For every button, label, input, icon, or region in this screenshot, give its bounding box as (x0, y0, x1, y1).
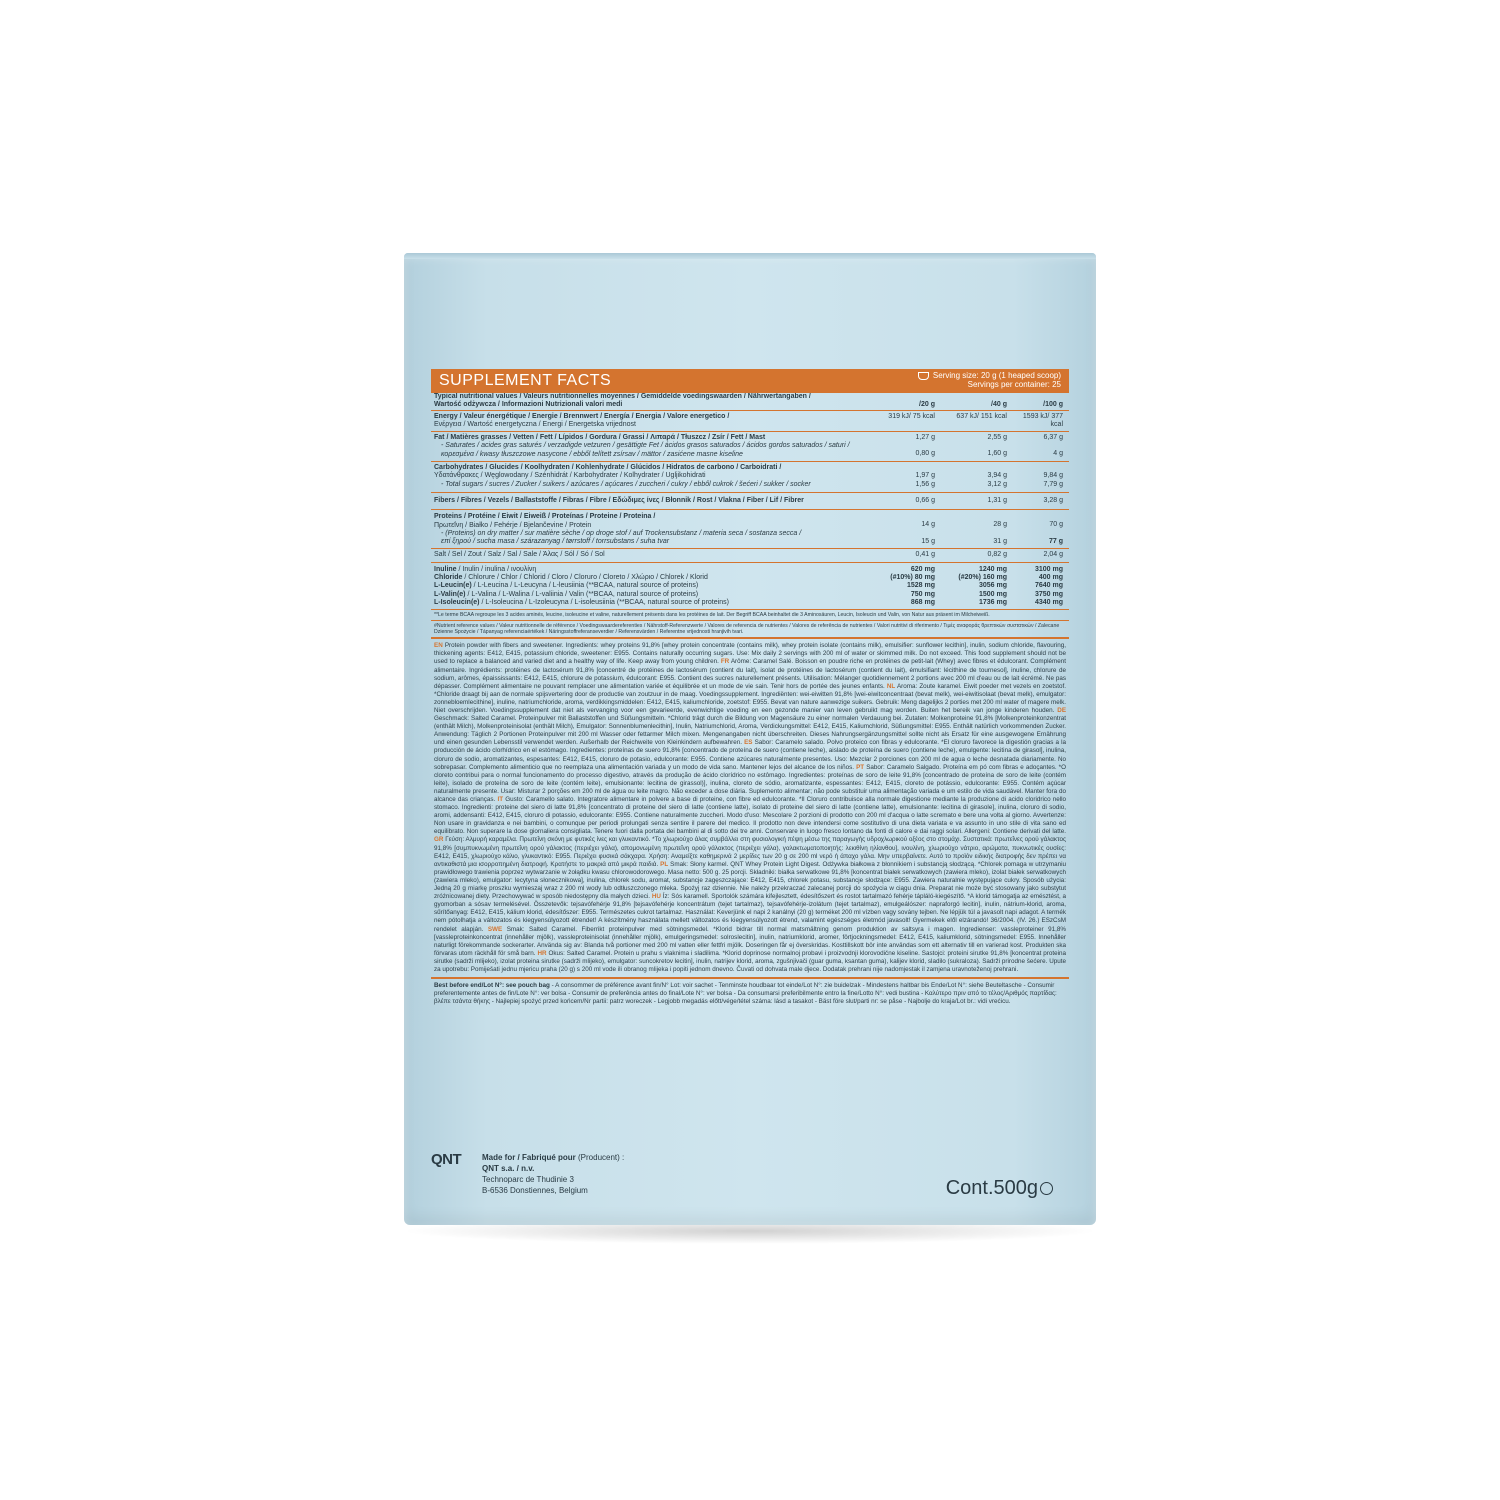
supplement-facts-title: SUPPLEMENT FACTS (439, 372, 612, 389)
company-name: QNT s.a. / n.v. (482, 1164, 535, 1173)
table-heading-2: Wartość odżywcza / Informazioni Nutrizionali valori medi (434, 401, 623, 409)
ingredients-es: Sabor: Caramelo salado. Polvo proteico con fibras y edulcorante. *El cloruro favorece la digestión gracias a la producción de ácido clorhídrico en el estómago. Ingredientes: proteínas de suero 91,8% [concentrado de proteína de suero (contiene leche), aislado de proteína de suero (contiene leche), emulgente: lecitina de girasol], inulina, cloruro de sodio, aromatizantes, espesantes: E412, E415, cloruro de potasio, edulcorante: E955. Contiene azúcares naturalmente presentes. Uso: Mezclar 2 porciones con 200 ml de agua o leche desnatada diariamente. No sobrepasar. Complemento alimenticio que no reemplaza una alimentación variada y un modo de vida sano. Mantener lejos del alcance de los niños. (434, 739, 1066, 771)
table-row-fibers: Fibers / Fibres / Vezels / Ballaststoffe / Fibras / Fibre / Εδώδιμες ίνες / Błonnik / Rost / Vlakna / Fiber / Lif / Fibrer 0,66 g 1,31 g 3,28 g (431, 493, 1069, 510)
supplement-facts-header (431, 369, 1069, 393)
lang-code-es: ES (744, 739, 753, 747)
ingredients-pt: Sabor: Caramelo Salgado. Proteína em pó com fibras e adoçantes. *O cloreto contribui para o normal funcionamento do processo digestivo, através da produção de ácido clorídrico no estômago. Ingredientes: proteínas de soro de leite 91,8% [concentrado de proteína de soro de leite (contém leite), isolado de proteína de soro de leite (contém leite), emulsionante: lecitina de girassol)], inulina, cloreto de sódio, aromatizante, espessantes: E412, E415, cloreto de potássio, edulcorante: E955. Contém açúcar naturalmente presente. Usar: Misturar 2 porções em 200 ml de água ou leite magro. Não exceder a dose diária. Suplemento alimentar; não pode substituir uma alimentação variada e um estilo de vida saudável. Manter fora do alcance das crianças. (434, 763, 1067, 804)
serving-size: Serving size: 20 g (1 heaped scoop) (932, 371, 1061, 380)
table-row-energy: Energy / Valeur énergétique / Energie / Brennwert / Energía / Energia / Valore energetico / Ενέργεια / Wartość energetyczna / Energi / Energetska vrijednost 319 kJ/ 75 kcal 637 kJ/ 151 kcal 1593 kJ/ 377 kcal (431, 411, 1069, 433)
best-before-label: Best before end/Lot N°: see pouch bag (434, 982, 550, 990)
nutrition-table (431, 393, 1069, 610)
lang-code-en: EN (434, 642, 443, 650)
pouch-footer (431, 1151, 1069, 1211)
lang-code-swe: SWE (487, 925, 503, 933)
table-row-inulin: Inuline / Inulin / inulina / ινουλίνη 620 mg 1240 mg 3100 mg (434, 565, 1063, 573)
net-contents (946, 1177, 1053, 1200)
table-row-valine: L-Valin(e) / L-Valina / L-Walina / L-valiinia / Valin (**BCAA, natural source of proteins) 750 mg 1500 mg 3750 mg (434, 590, 1063, 598)
estimated-sign-icon (1040, 1182, 1053, 1195)
table-row-fat: Fat / Matières grasses / Vetten / Fett / Lípidos / Gordura / Grassi / Λιπαρά / Tłuszcz / Zsír / Fett / Mast 1,27 g 2,55 g 6,37 g (434, 434, 1063, 442)
table-row-proteins: Proteins / Protéine / Eiwit / Eiweiß / Proteínas / Proteine / Proteina / Πρωτεΐνη / Białko / Fehérje / Bjelančevine / Protein 14 g 28 g 70 g (434, 513, 1063, 529)
best-before-text: - A consommer de préférence avant fin/N° Lot: voir sachet - Tenminste houdbaar tot einde/Lot N°: zie buidelzak - Mindestens haltbar bis Ende/Lot N°: siehe Beuteltasche - Consumir preferentemente antes de fin/Lote N°: ver bolsa - Consumir de preferência antes do final/Lote N°: ver bolsa - Da consumarsi preferibilmente entro la fine/Lotto N°: vedi bustina - Καλύτερο πριν από το τέλος/Αριθμός παρτίδας: βλέπε τσάντα θήκης - Najlepiej spożyć przed końcem/Nr partii: patrz woreczek - Legjobb megadás előtt/vége/tétel száma: lásd a tasakot - Bäst före slut/parti nr: se påse - Najbolje do kraja/Lot br.: vidi vrećicu. (434, 982, 1057, 1006)
street-address: Technoparc de Thudinie 3 (482, 1175, 574, 1184)
lang-code-fr: FR (720, 658, 730, 666)
lang-code-gr: GR (434, 836, 444, 844)
table-row-sugars: - Total sugars / sucres / Zucker / suikers / azúcares / açúcares / zuccheri / cukry / ebből cukrok / šećeri / sukker / socker 1,56 g 3,12 g 7,79 g (431, 481, 1069, 493)
producent-label: (Producent) : (578, 1153, 625, 1162)
table-row-saturates: - Saturates / acides gras saturés / verzadigde vetzuren / gesättigte Fet / ácidos grasos saturados / ácidos gordos saturados / saturi / κορεσμένα / kwasy tłuszczowe nasycone / ebből telített zsírsav / mättor / zasićene masne kiseline 0,80 g 1,60 g 4 g (431, 442, 1069, 462)
table-heading: Typical nutritional values / Valeurs nutritionnelles moyennes / Gemiddelde voedingswaarden / Nährwertangaben / (434, 393, 811, 400)
col-100g: /100 g (1043, 401, 1063, 408)
multilingual-ingredients (431, 638, 1069, 979)
net-contents-value: Cont.500g (945, 1177, 1038, 1199)
col-40g: /40 g (991, 401, 1007, 408)
servings-per-container: Servings per container: 25 (967, 380, 1061, 389)
table-row-isoleucine: L-Isoleucin(e) / L-Isoleucina / L-Izoleucyna / L-isoleusiinia (**BCAA, natural source of proteins) 868 mg 1736 mg 4340 mg (431, 599, 1069, 610)
ingredients-gr: Γεύση: Αλμυρή καραμέλα. Πρωτεΐνη σκόνη με φυτικές ίνες και γλυκαντικό. *Το χλωριούχο άλας συμβάλλει στη φυσιολογική πέψη μέσω της παραγωγής υδροχλωρικού οξέος στο στομάχι. Συστατικά: πρωτεΐνες ορού γάλακτος 91,8% [συμπυκνωμένη πρωτεΐνη ορού γάλακτος (περιέχει γάλα), απομονωμένη πρωτεΐνη ορού γάλακτος (περιέχει γάλα), γαλακτωματοποιητής: λεκιθίνη ηλίανθου], ινουλίνη, χλωριούχο νάτριο, αρώματα, πυκνωτικές ουσίες: E412, E415, χλωριούχο κάλιο, γλυκαντικό: E955. Περιέχει φυσικά σάκχαρα. Χρήση: Αναμείξτε καθημερινά 2 μερίδες των 20 g σε 200 ml νερό ή άπαχο γάλα. Μην υπερβαίνετε. Αυτό το προϊόν ειδικής διατροφής δεν πρέπει να αντικαθιστά μια ισορροπημένη διατροφή. Κρατήστε το μακριά από μικρά παιδιά. (434, 836, 1067, 868)
nrv-note: #Nutrient reference values / Valeur nutritionnelle de référence / Voedingswaardereferenties / Nährstoff-Referenzwerte / Valores de referencia de nutrientes / Valores de referência de nutrientes / Valori nutritivi di riferimento / Τιμές αναφοράς θρεπτικών συστατικών / Zalecane Dzienne Spożycie / Tápanyag referenciaértékek / Näringsstoffreferanseverdier / Referensvärden / Referentne vrijednosti hranjivih tvari. (431, 620, 1069, 638)
best-before-block (431, 979, 1069, 1009)
city-address: B-6536 Donstiennes, Belgium (482, 1186, 588, 1195)
lang-code-nl: NL (886, 682, 896, 690)
ingredients-hu: Íz: Sós karamell. Sportolók számára kifejlesztett, édesítőszert és rostot tartalmazó fehérje tápláló-kiegészítő. *A klorid támogatja az emésztést, a gyomorban a sósav termelésével. Összetevők: tejsavófehérje 91,8% [tejsavófehérje koncentrátum (tejet tartalmaz), tejsavófehérje-izolátum (tejet tartalmaz), emulgeálószer: napraforgó lecitin], inulin, nátrium-klorid, aroma, sűrítőanyag: E412, E415, kálium klorid, édesítőszer: E955. Természetes cukrot tartalmaz. Használat: Keverjünk el napi 2 kanálnyi (20 g) terméket 200 ml vízben vagy sovány tejben. Ne lépjük túl a javasolt napi adagot. A termék nem pótolhatja a változatos és kiegyensúlyozott étrendet! A készítmény használata mellett változatos és kiegyensúlyozott étrend, valamint egészséges életmód javasolt! Gyermekek elől elzárandó! 36/2004. (IV. 26.) ESzCsM rendelet alapján. (434, 893, 1067, 933)
scoop-icon (918, 372, 929, 380)
table-row-salt: Salt / Sel / Zout / Salz / Sal / Sale / Άλας / Sól / Só / Sol 0,41 g 0,82 g 2,04 g (431, 549, 1069, 562)
product-pouch (404, 253, 1096, 1225)
supplement-facts-panel (431, 369, 1069, 1009)
table-row-dry-matter: - (Proteins) on dry matter / sur matière sèche / op droge stof / auf Trockensubstanz / materia seca / sostanza secca / επί ξηρού / sucha masa / szárazanyag / tørrstoff / torrsubstans / suha tvar 15 g 31 g 77 g (431, 530, 1069, 550)
bcaa-note: **Le terme BCAA regroupe les 3 acides aminés, leucine, isoleucine et valine, naturellement présents dans les protéines de lait. Der Begriff BCAA beinhaltet die 3 Aminosäuren, Leucin, Isoleucin und Valin, von Natur aus präsent im Milcheiweiß. (434, 612, 990, 619)
table-row-chloride: Chloride / Chlorure / Chlor / Chlorid / Cloro / Cloruro / Cloreto / Χλώριο / Chlorek / Klorid (#10%) 80 mg (#20%) 160 mg 400 mg (434, 574, 1063, 582)
lang-code-pl: PL (660, 860, 669, 868)
lang-code-de: DE (1057, 706, 1067, 714)
lang-code-it: IT (497, 796, 504, 804)
serving-info (918, 371, 1061, 389)
ingredients-de: Geschmack: Salted Caramel. Proteinpulver mit Ballaststoffen und Süßungsmitteln. *Chlorid trägt durch die Bildung von Magensäure zu einer normalen Verdauung bei. Zutaten: Molkenproteine 91,8% [Molkenproteinkonzentrat (enthält Milch), Molkenproteinisolat (enthält Milch), Emulgator: Sonnenblumenlecithin], Inulin, Natriumchlorid, Aroma, Verdickungsmittel: E412, E415, Kaliumchlorid, Süßungsmittel: E955. Enthält natürlich vorkommenden Zucker. Anwendung: Täglich 2 Portionen Proteinpulver mit 200 ml Wasser oder fettarmer Milch mixen. Mengenangaben nicht überschreiten. Dieses Nahrungsergänzungsmittel sollte nicht als Ersatz für eine ausgewogene Ernährung und einen gesunden Lebensstil verwendet werden. Außerhalb der Reichweite von Kleinkindern aufbewahren. (434, 715, 1066, 747)
made-for-label: Made for / Fabriqué pour (482, 1153, 576, 1162)
ingredients-pl: Smak: Słony karmel. QNT Whey Protein Light Digest. Odżywka białkowa z błonnikiem i substancją słodzącą. *Chlorek pomaga w utrzymaniu prawidłowego trawienia poprzez wytwarzanie w żołądku kwasu chlorowodorowego. Masa netto: 500 g. 25 porcji. Składniki: białka serwatkowe 91,8% [koncentrat białek serwatkowych (zawiera mleko), izolat białek serwatkowych (zawiera mleko), emulgator: lecytyna słonecznikowa], inulina, chlorek sodu, aromat, substancje zagęszczające: E412, E415, chlorek potasu, substancje słodzące: E955. Zawiera naturalnie występujące cukry. Sposób użycia: Jedną 20 g miarkę proszku wymieszaj wraz z 200 ml wody lub odtłuszczonego mleka. Spożyj raz dziennie. Nie należy przekraczać zalecanej porcji do spożycia w ciągu dnia. Preparat nie może być stosowany jako substytut zróżnicowanej diety. Przechowywać w sposób niedostępny dla małych dzieci. (434, 860, 1066, 901)
lang-code-pt: PT (856, 763, 865, 771)
table-heading-row (431, 393, 1069, 411)
qnt-logo: QNT (431, 1151, 462, 1168)
ingredients-nl: Aroma: Zoute karamel. Eiwit poeder met vezels en zoetstof. *Chloride draagt bij aan de normale spijsvertering door de productie van zoutzuur in de maag. Voedingssupplement. Ingrediënten: wei-eiwitten 91,8% [wei-eiwitconcentraat (bevat melk), wei-eiwitisolaat (bevat melk), emulgator: zonnebloemlecithine], inuline, natriumchloride, aroma, verdikkingsmiddelen: E412, E415, kaliumchloride, zoetstof: E955. Bevat van nature aanwezige suikers. Gebruik: Meng dagelijks 2 porties met 200 ml water of magere melk. Niet overschrijden. Voedingssupplement dat niet als vervanging voor een gevarieerde, evenwichtige voeding en een gezonde manier van leven gebruikt mag worden. Buiten het bereik van jonge kinderen houden. (434, 682, 1067, 714)
ingredients-it: Gusto: Caramello salato. Integratore alimentare in polvere a base di proteine, con fibre ed edulcorante. *Il Cloruro contribuisce alla normale digestione mediante la produzione di acido cloridrico nello stomaco. Ingredienti: proteine del siero di latte 91,8% [concentrato di proteine del siero di latte (contiene latte), isolato di proteine del siero di latte (contiene latte), emulsionante: lecitina di girasole], inulina, cloruro di sodio, aromi, addensanti: E412, E415, cloruro di potassio, edulcorante: E955. Contiene naturalmente zuccheri. Modo d'uso: Mescolare 2 porzioni di prodotto con 200 ml d'acqua o latte scremato e bere una volta al giorno. Avvertenze: Non usare in gravidanza e nei bambini, o comunque per periodi prolungati senza sentire il parere del medico. Il prodotto non deve intendersi come sostitutivo di una dieta variata e va assunto in uno stile di vita sano ed equilibrato. Non superare la dose giornaliera consigliata. Tenere fuori dalla portata dei bambini al di sotto dei tre anni. Conservare in luogo fresco lontano da fonti di calore e dai raggi solari. Allergeni: Contiene derivati del latte. (434, 796, 1067, 836)
ingredients-swe: Smak: Salted Caramel. Fiberrikt proteinpulver med sötningsmedel. *Klorid bidrar till normal matsmältning genom produktion av saltsyra i magen. Ingredienser: vassleproteiner 91,8% [vassleproteinkoncentrat (innehåller mjölk), vassleproteinisolat (innehåller mjölk), emulgeringsmedel: solroslecitin], inulin, natriumklorid, aromer, förtjockningsmedel: E412, E415, kaliumklorid, sötningsmedel: E955. Innehåller naturligt förekommande sockerarter. Använda sig av: Blanda två portioner med 200 ml vatten eller fettfri mjölk. Doseringen får ej överskridas. Kosttillskott bör inte användas som ett alternativ till en varierad kost. Produkten ska förvaras utom räckhåll för små barn. (434, 925, 1066, 957)
ingredients-hr: Okus: Salted Caramel. Protein u prahu s vlaknima i sladilima. *Klorid doprinose normalnoj probavi i proizvodnji klorovodične kiseline. Sastojci: proteini sirutke 91,8% [koncentrat proteina sirutke (sadrži mlijeko), izolat proteina sirutke (sadrži mlijeko), emulgator: suncokretov lecitin], inulin, natrijev klorid, aroma, zgušnjivači (guar guma, ksantan guma), kalijev klorid, sladilo (sukraloza). Sadrži prirodne šećere. Upute za upotrebu: Pomiješati jednu mjericu praha (20 g) s 200 ml vode ili obranog mlijeka i popiti jednom dnevno. Čuvati od dohvata male djece. Dodatak prehrani nije nadomjestak il zamjena uravnoteženoj prehrani. (434, 949, 1067, 973)
ingredients-fr: Arôme: Caramel Salé. Boisson en poudre riche en protéines de petit-lait (Whey) avec fibres et édulcorant. Complément alimentaire. Ingrédients: protéines de lactosérum 91,8% [concentré de protéines de lactosérum (contient du lait), isolat de protéines de lactosérum (contient du lait), émulsifiant: lécithine de tournesol], inuline, chlorure de sodium, arômes, épaississants: E412, E415, chlorure de potassium, édulcorant: E955. Contient des sucres naturellement présents. Utilisation: Mélanger quotidiennement 2 portions avec 200 ml d'eau ou de lait écrémé. Ne pas dépasser. Complément alimentaire ne pouvant remplacer une alimentation variée et équilibrée et un mode de vie sain. Tenir hors de portée des jeunes enfants. (434, 658, 1066, 690)
col-20g: /20 g (919, 401, 935, 408)
manufacturer-address (482, 1152, 624, 1196)
table-row-carbohydrates: Carbohydrates / Glucides / Koolhydraten / Kohlenhydrate / Glúcidos / Hidratos de carbono / Carboidrati / Υδατάνθρακες / Węglowodany / Szénhidrát / Karbohydrater / Kolhydrater / Ugljikohidrati 1,97 g 3,94 g 9,84 g (434, 464, 1063, 480)
lang-code-hr: HR (537, 949, 547, 957)
ingredients-en: Protein powder with fibers and sweetener. Ingredients: whey proteins 91,8% [whey protein concentrate (contains milk), whey protein isolate (contains milk), emulsifier: sunflower lecithin], inulin, sodium chloride, flavouring, thickening agents: E412, E415, potassium chloride, sweetener: E955. Contains naturally occurring sugars. Use: Mix daily 2 servings with 200 ml of water or skimmed milk. Do not exceed. This food supplement should not be used to replace a balanced and varied diet and a healthy way of life. Keep away from young children. (434, 642, 1066, 666)
table-row-leucine: L-Leucin(e) / L-Leucina / L-Leucyna / L-leusiinia (**BCAA, natural source of proteins) 1528 mg 3056 mg 7640 mg (434, 582, 1063, 590)
lang-code-hu: HU (651, 893, 661, 901)
top-seal (404, 253, 1096, 259)
